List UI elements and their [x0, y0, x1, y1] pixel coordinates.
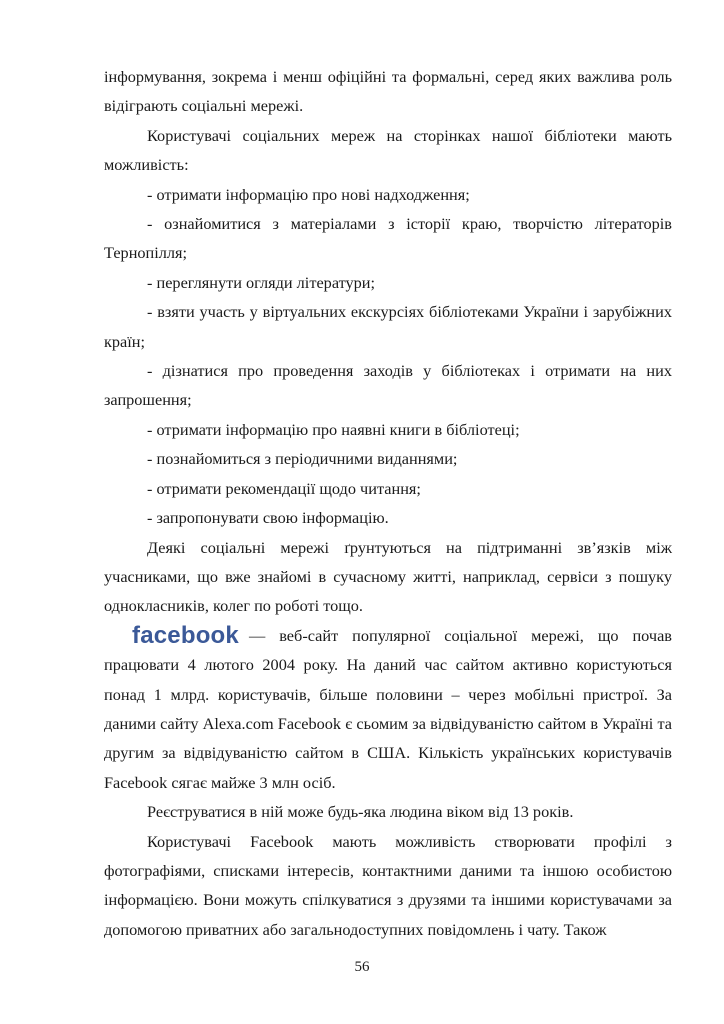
- paragraph: Користувачі соціальних мереж на сторінках нашої бібліотеки мають можливість:: [104, 125, 672, 175]
- list-item: - ознайомитися з матеріалами з історії краю, творчістю літераторів Тернопілля;: [104, 214, 672, 263]
- list-item: - отримати інформацію про нові надходження;: [147, 184, 470, 204]
- list-item: - запропонувати свою інформацію.: [147, 508, 389, 528]
- paragraph: Реєструватися в ній може будь-яка людина віком від 13 років.: [147, 802, 574, 822]
- list-item: - отримати інформацію про наявні книги в бібліотеці;: [147, 419, 520, 439]
- page-number: 56: [354, 959, 370, 975]
- facebook-paragraph: [104, 621, 672, 797]
- document-body: [104, 62, 672, 944]
- list-item: - познайомиться з періодичними виданнями;: [147, 449, 458, 469]
- paragraph: Користувачі Facebook мають можливість створювати профілі з фотографіями, списками інтересів, контактними даними та іншою особистою інформацією. Вони можуть спілкуватися з друзями та іншими користувачами за допомогою приватних або загальнодоступних повідомлень і чату. Також: [104, 831, 672, 939]
- paragraph: Деякі соціальні мережі ґрунтуються на підтриманні зв’язків між учасниками, що вже знайомі в сучасному житті, наприклад, сервіси з пошуку однокласників, колег по роботі тощо.: [104, 537, 672, 616]
- facebook-logo: facebook: [132, 621, 239, 649]
- list-item: - взяти участь у віртуальних екскурсіях бібліотеками України і зарубіжних країн;: [104, 302, 672, 351]
- facebook-paragraph-text: — веб-сайт популярної соціальної мережі, що почав працювати 4 лютого 2004 року. На даний час сайтом активно користуються понад 1 млрд. користувачів, більше половини – через мобільні пристрої. За даними сайту Alexa.com Facebook є сьомим за відвідуваністю сайтом в Україні та другим за відвідуваністю сайтом в США. Кількість українських користувачів Facebook сягає майже 3 млн осіб.: [104, 625, 672, 792]
- list-item: - дізнатися про проведення заходів у бібліотеках і отримати на них запрошення;: [104, 361, 672, 410]
- paragraph: інформування, зокрема і менш офіційні та формальні, серед яких важлива роль відіграють соціальні мережі.: [104, 67, 672, 116]
- list-item: - отримати рекомендації щодо читання;: [147, 478, 421, 498]
- list-item: - переглянути огляди літератури;: [147, 272, 376, 292]
